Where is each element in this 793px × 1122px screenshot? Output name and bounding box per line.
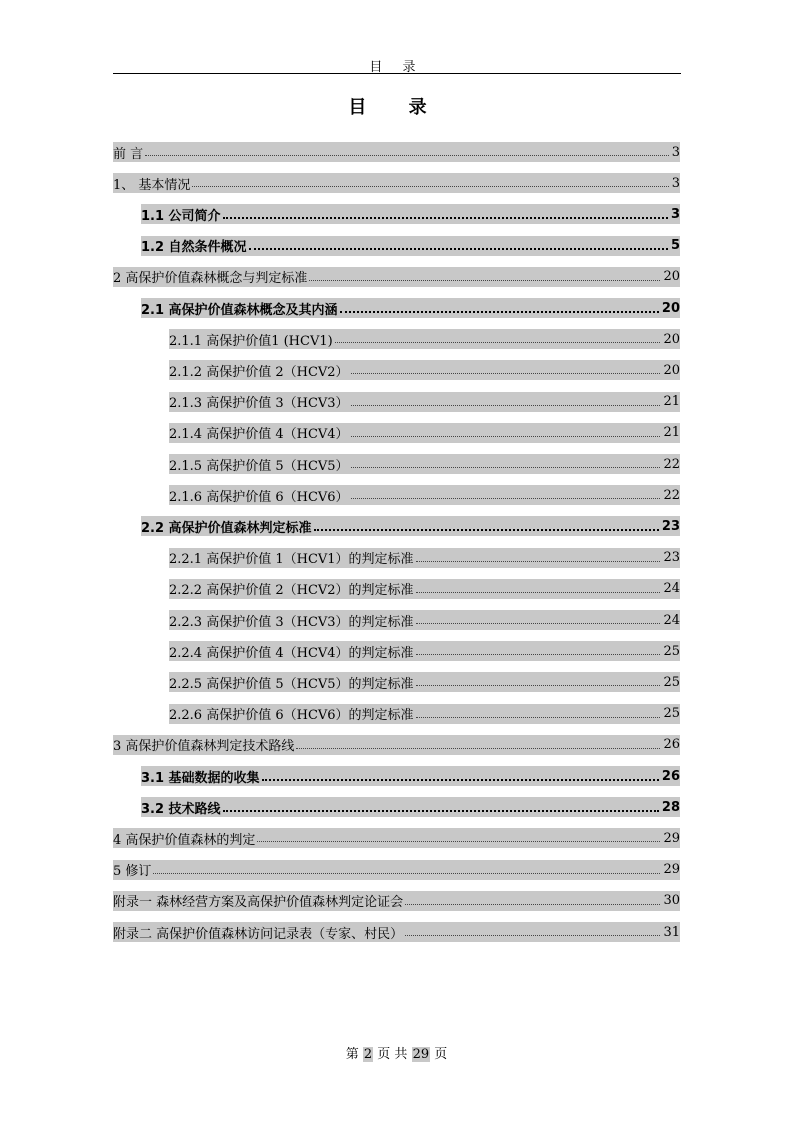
toc-dot-leader <box>351 497 661 499</box>
toc-entry-page: 25 <box>663 674 680 690</box>
footer-current-page: 2 <box>363 1047 373 1062</box>
toc-dot-leader <box>145 154 669 156</box>
toc-entry-page: 3 <box>670 206 680 222</box>
toc-entry[interactable] <box>169 672 680 692</box>
footer-suffix: 页 <box>434 1047 448 1062</box>
toc-entry[interactable] <box>169 641 680 661</box>
toc-dot-leader <box>351 435 661 437</box>
toc-entry[interactable] <box>169 423 680 443</box>
toc-entry-page: 3 <box>671 175 680 191</box>
toc-entry-title: 2.2.4 高保护价值 4（HCV4）的判定标准 <box>169 645 414 661</box>
toc-entry[interactable] <box>113 173 680 193</box>
toc-entry[interactable] <box>141 236 680 256</box>
toc-entry-title: 2.2.3 高保护价值 3（HCV3）的判定标准 <box>169 614 414 630</box>
footer-total-pages: 29 <box>412 1047 430 1062</box>
toc-dot-leader <box>296 747 660 749</box>
toc-entry-page: 25 <box>663 643 680 659</box>
toc-dot-leader <box>262 778 659 781</box>
toc-entry-title: 2.1.1 高保护价值1 (HCV1) <box>169 333 333 349</box>
toc-entry[interactable] <box>141 766 680 786</box>
toc-entry-title: 5 修订 <box>113 864 152 880</box>
toc-entry[interactable] <box>113 828 680 848</box>
toc-dot-leader <box>416 622 661 624</box>
toc-dot-leader <box>416 716 661 718</box>
toc-entry-page: 20 <box>663 331 680 347</box>
toc-entry-title: 1、 基本情况 <box>113 177 191 193</box>
toc-entry-title: 2.1.4 高保护价值 4（HCV4） <box>169 427 349 443</box>
toc-entry-page: 24 <box>663 612 680 628</box>
toc-entry-title: 前 言 <box>113 146 144 162</box>
toc-entry-page: 23 <box>661 518 680 534</box>
toc-dot-leader <box>153 872 660 874</box>
toc-entry-title: 2.1.3 高保护价值 3（HCV3） <box>169 396 349 412</box>
toc-entry[interactable] <box>169 704 680 724</box>
toc-entry[interactable] <box>169 579 680 599</box>
toc-entry-page: 26 <box>661 768 680 784</box>
toc-entry-page: 21 <box>663 394 680 410</box>
toc-entry-page: 29 <box>663 830 680 846</box>
toc-entry-page: 20 <box>663 269 680 285</box>
toc-dot-leader <box>405 903 660 905</box>
toc-dot-leader <box>416 591 661 593</box>
toc-entry-page: 20 <box>663 362 680 378</box>
toc-dot-leader <box>351 404 661 406</box>
toc-entry[interactable] <box>169 610 680 630</box>
toc-entry-title: 2.2.2 高保护价值 2（HCV2）的判定标准 <box>169 583 414 599</box>
toc-entry-page: 23 <box>663 550 680 566</box>
toc-entry-page: 26 <box>663 737 680 753</box>
toc-entry[interactable] <box>141 797 680 817</box>
footer-middle: 页 共 <box>377 1047 408 1062</box>
toc-entry[interactable] <box>113 891 680 911</box>
header-rule <box>113 73 681 74</box>
toc-entry-title: 2.2 高保护价值森林判定标准 <box>141 520 312 536</box>
toc-dot-leader <box>335 341 661 343</box>
toc-dot-leader <box>223 809 659 812</box>
toc-dot-leader <box>351 466 661 468</box>
toc-dot-leader <box>340 310 659 313</box>
toc-entry[interactable] <box>141 204 680 224</box>
toc-entry[interactable] <box>169 454 680 474</box>
toc-entry[interactable] <box>169 360 680 380</box>
toc-entry-title: 3.1 基础数据的收集 <box>141 770 260 786</box>
toc-entry-page: 21 <box>663 425 680 441</box>
toc-entry-title: 2.2.1 高保护价值 1（HCV1）的判定标准 <box>169 552 414 568</box>
toc-entry[interactable] <box>113 922 680 942</box>
running-header: 目 录 <box>369 60 424 75</box>
toc-entry-page: 20 <box>661 300 680 316</box>
toc-dot-leader <box>309 279 660 281</box>
toc-entry-page: 24 <box>663 581 680 597</box>
toc-dot-leader <box>257 840 660 842</box>
toc-entry[interactable] <box>113 735 680 755</box>
toc-dot-leader <box>223 216 668 219</box>
toc-entry[interactable] <box>169 329 680 349</box>
toc-entry-title: 2.2.6 高保护价值 6（HCV6）的判定标准 <box>169 708 414 724</box>
toc-entry[interactable] <box>141 298 680 318</box>
toc-entry[interactable] <box>169 548 680 568</box>
toc-entry-page: 30 <box>663 893 680 909</box>
toc-dot-leader <box>249 247 668 250</box>
toc-entry-page: 28 <box>661 799 680 815</box>
toc-entry-title: 2.1 高保护价值森林概念及其内涵 <box>141 302 338 318</box>
toc-entry-page: 3 <box>671 144 680 160</box>
toc-entry-title: 2.2.5 高保护价值 5（HCV5）的判定标准 <box>169 676 414 692</box>
toc-dot-leader <box>314 528 659 531</box>
toc-dot-leader <box>416 653 661 655</box>
toc-entry-title: 附录二 高保护价值森林访问记录表（专家、村民） <box>113 926 404 942</box>
toc-entry-page: 22 <box>663 456 680 472</box>
toc-entry-title: 3 高保护价值森林判定技术路线 <box>113 739 295 755</box>
toc-entry-title: 2.1.5 高保护价值 5（HCV5） <box>169 458 349 474</box>
toc-entry[interactable] <box>169 485 680 505</box>
toc-entry-title: 1.1 公司简介 <box>141 208 221 224</box>
toc-entry-title: 3.2 技术路线 <box>141 801 221 817</box>
toc-entry-page: 29 <box>663 862 680 878</box>
toc-entry[interactable] <box>169 392 680 412</box>
toc-entry-title: 2 高保护价值森林概念与判定标准 <box>113 271 308 287</box>
toc-title: 目 录 <box>348 97 445 118</box>
toc-dot-leader <box>416 684 661 686</box>
toc-entry[interactable] <box>113 142 680 162</box>
footer-prefix: 第 <box>345 1047 359 1062</box>
toc-dot-leader <box>351 372 661 374</box>
toc-entry-title: 1.2 自然条件概况 <box>141 240 247 256</box>
toc-entry-page: 25 <box>663 706 680 722</box>
page-footer <box>0 1043 793 1062</box>
toc-dot-leader <box>416 560 661 562</box>
toc-entry-title: 4 高保护价值森林的判定 <box>113 832 256 848</box>
toc-entry[interactable] <box>141 516 680 536</box>
toc-entry-title: 附录一 森林经营方案及高保护价值森林判定论证会 <box>113 895 404 911</box>
toc-entry-title: 2.1.2 高保护价值 2（HCV2） <box>169 364 349 380</box>
toc-entry[interactable] <box>113 860 680 880</box>
toc-entry-title: 2.1.6 高保护价值 6（HCV6） <box>169 489 349 505</box>
toc-entry-page: 31 <box>663 924 680 940</box>
toc-dot-leader <box>192 185 668 187</box>
toc-entry[interactable] <box>113 267 680 287</box>
toc-dot-leader <box>405 934 660 936</box>
toc-entry-page: 22 <box>663 487 680 503</box>
toc-entry-page: 5 <box>670 238 680 254</box>
